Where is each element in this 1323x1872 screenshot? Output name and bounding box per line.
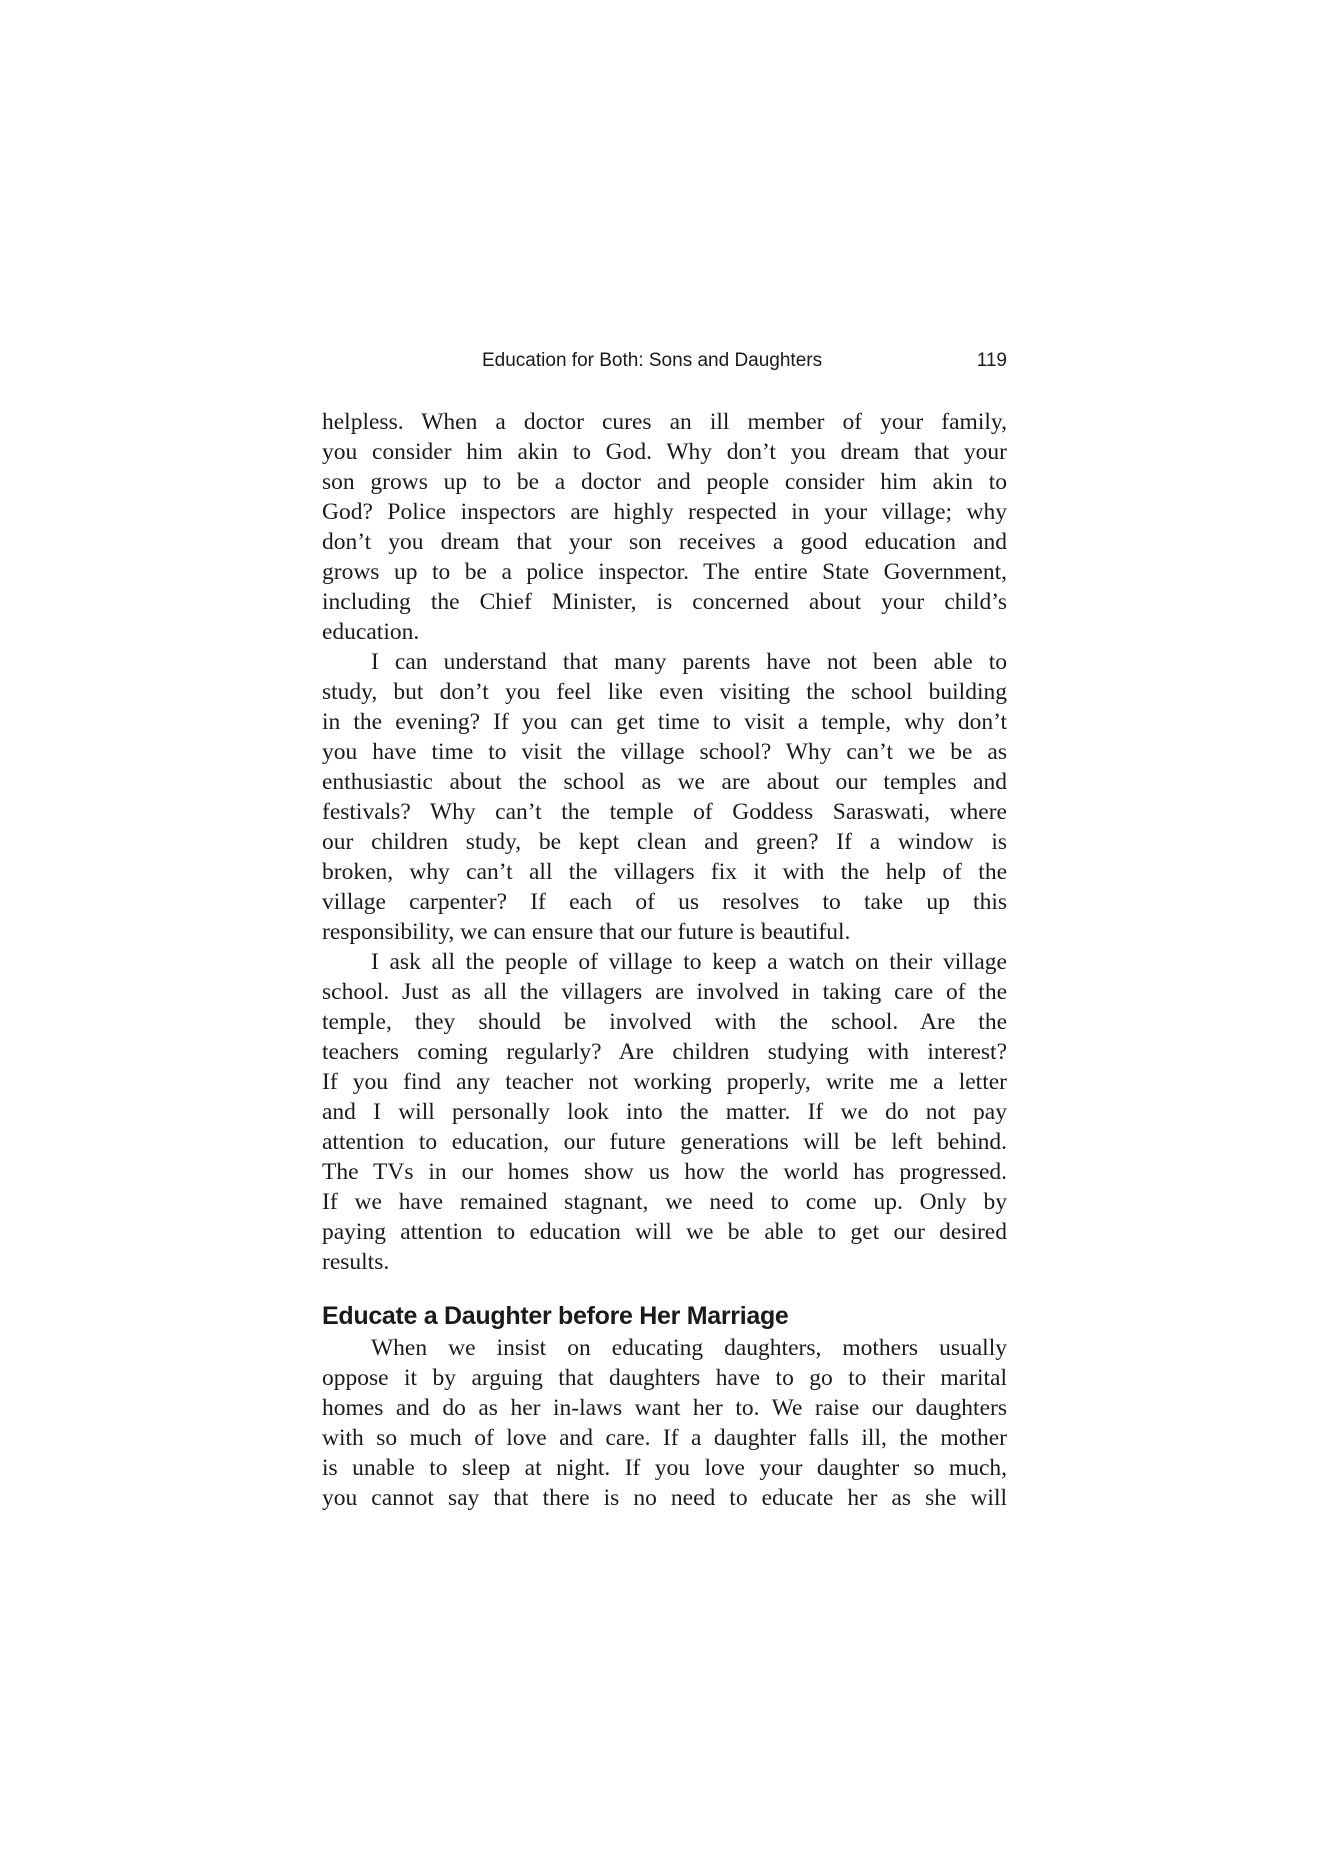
text-line: The TVs in our homes show us how the world has progressed. bbox=[322, 1159, 1007, 1185]
text-line: paying attention to education will we be able to get our desired bbox=[322, 1219, 1007, 1245]
text-line: and I will personally look into the matter. If we do not pay bbox=[322, 1099, 1007, 1125]
text-line: I ask all the people of village to keep a watch on their village bbox=[371, 949, 1007, 975]
text-line: responsibility, we can ensure that our future is beautiful. bbox=[322, 919, 851, 945]
text-line: school. Just as all the villagers are involved in taking care of the bbox=[322, 979, 1007, 1005]
running-header-title: Education for Both: Sons and Daughters bbox=[482, 350, 823, 371]
text-line: you have time to visit the village school? Why can’t we be as bbox=[322, 739, 1007, 765]
section-heading: Educate a Daughter before Her Marriage bbox=[322, 1302, 789, 1330]
text-line: broken, why can’t all the villagers fix it with the help of the bbox=[322, 859, 1007, 885]
text-line: grows up to be a police inspector. The entire State Government, bbox=[322, 559, 1007, 585]
text-line: you cannot say that there is no need to educate her as she will bbox=[322, 1485, 1007, 1511]
text-line: son grows up to be a doctor and people consider him akin to bbox=[322, 469, 1007, 495]
text-line: study, but don’t you feel like even visiting the school building bbox=[322, 679, 1007, 705]
text-line: teachers coming regularly? Are children studying with interest? bbox=[322, 1039, 1007, 1065]
text-line: village carpenter? If each of us resolves to take up this bbox=[322, 889, 1007, 915]
text-line: homes and do as her in-laws want her to. We raise our daughters bbox=[322, 1395, 1007, 1421]
text-line: you consider him akin to God. Why don’t you dream that your bbox=[322, 439, 1007, 465]
paragraph bbox=[322, 947, 1007, 1277]
paragraph bbox=[322, 647, 1007, 947]
text-line: in the evening? If you can get time to visit a temple, why don’t bbox=[322, 709, 1007, 735]
text-line: our children study, be kept clean and green? If a window is bbox=[322, 829, 1007, 855]
text-line: with so much of love and care. If a daughter falls ill, the mother bbox=[322, 1425, 1007, 1451]
text-line: helpless. When a doctor cures an ill member of your family, bbox=[322, 409, 1007, 435]
text-line: is unable to sleep at night. If you love your daughter so much, bbox=[322, 1455, 1007, 1481]
running-header bbox=[322, 350, 1007, 374]
paragraph bbox=[322, 1333, 1007, 1513]
text-line: I can understand that many parents have not been able to bbox=[371, 649, 1007, 675]
text-line: temple, they should be involved with the school. Are the bbox=[322, 1009, 1007, 1035]
text-line: festivals? Why can’t the temple of Goddess Saraswati, where bbox=[322, 799, 1007, 825]
paragraph bbox=[322, 407, 1007, 647]
text-line: If you find any teacher not working properly, write me a letter bbox=[322, 1069, 1007, 1095]
text-line: When we insist on educating daughters, mothers usually bbox=[371, 1335, 1007, 1361]
text-line: oppose it by arguing that daughters have to go to their marital bbox=[322, 1365, 1007, 1391]
text-line: attention to education, our future generations will be left behind. bbox=[322, 1129, 1007, 1155]
text-line: God? Police inspectors are highly respected in your village; why bbox=[322, 499, 1007, 525]
text-line: don’t you dream that your son receives a good education and bbox=[322, 529, 1007, 555]
text-line: education. bbox=[322, 619, 420, 645]
text-line: results. bbox=[322, 1249, 390, 1275]
text-line: enthusiastic about the school as we are about our temples and bbox=[322, 769, 1007, 795]
page-body bbox=[322, 407, 1007, 1513]
text-line: including the Chief Minister, is concerned about your child’s bbox=[322, 589, 1007, 615]
text-line: If we have remained stagnant, we need to come up. Only by bbox=[322, 1189, 1007, 1215]
page-number: 119 bbox=[976, 350, 1007, 371]
